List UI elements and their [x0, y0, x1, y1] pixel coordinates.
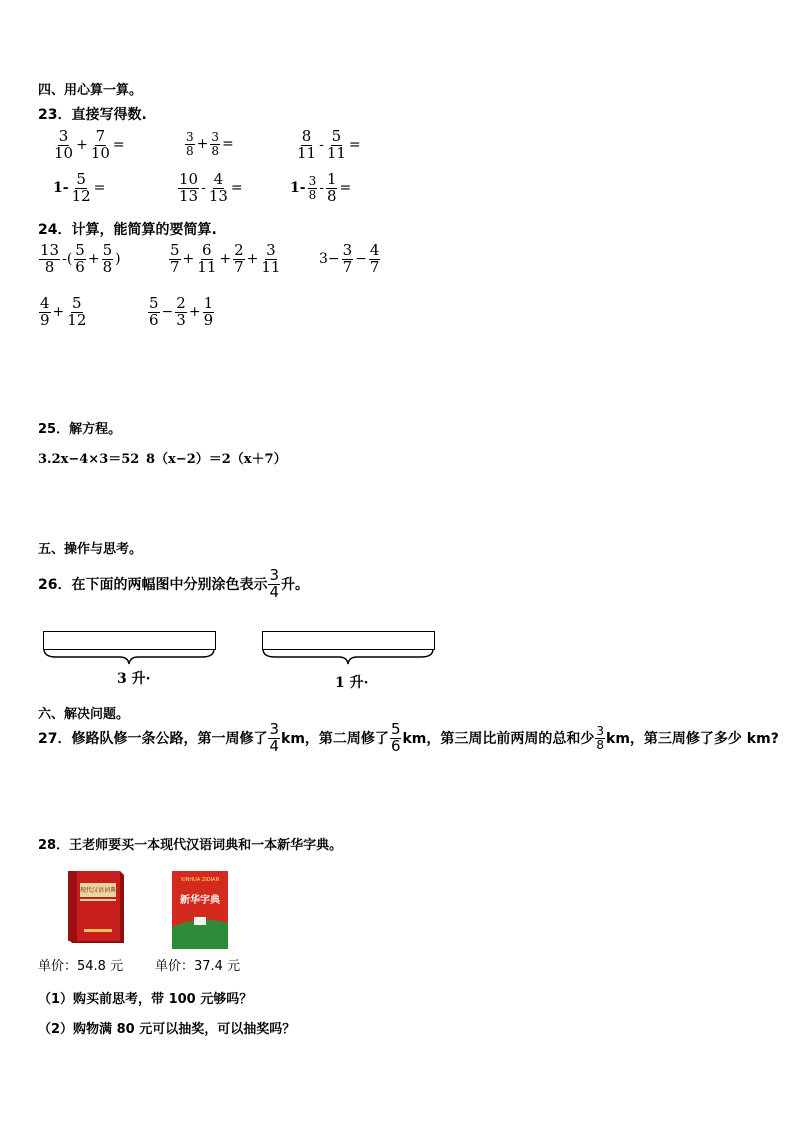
q24-label: 24．计算，能简算的要简算. — [38, 222, 217, 238]
fraction: $\frac{5}{12}$ — [67, 294, 87, 329]
q23-item-4: 1- $\frac{5}{12}$ = — [53, 170, 106, 205]
q24-expr-2: 5 7 + $\frac{6}{11}$ + $\frac{2}{7}$ + $\frac{3}{11}$ — [170, 241, 281, 276]
bar-3-liters-label: 3 升· — [117, 671, 151, 687]
fraction: $\frac{2}{7}$ — [234, 241, 244, 276]
fraction: $\frac{5}{8}$ — [102, 241, 113, 276]
book-2-price: 单价：37.4 元 — [155, 959, 241, 974]
fraction: $\frac{3}{11}$ — [261, 241, 281, 276]
q24-expr-3: 3− $\frac{3}{7}$ − $\frac{4}{7}$ — [319, 241, 380, 276]
fraction: $\frac{5}{11}$ — [326, 127, 346, 162]
bar-1-liter-label: 1 升· — [335, 675, 369, 691]
fraction: $\frac{1}{9}$ — [203, 294, 214, 329]
fraction: $\frac{3}{7}$ — [342, 241, 353, 276]
fraction: $\frac{2}{3}$ — [176, 294, 186, 329]
book-xinhua-zidian — [172, 871, 228, 949]
q25-equation-2: 8（x−2）＝2（x＋7） — [146, 452, 287, 467]
fraction: $\frac{7}{10}$ — [90, 127, 110, 162]
q25-equation-1: 3.2x−4×3＝52 — [38, 452, 140, 467]
fraction: $\frac{6}{11}$ — [197, 241, 217, 276]
book-2-cover-title: 新华字典 — [180, 895, 220, 906]
q23-item-3: 8 11 - $\frac{5}{11}$ = — [297, 127, 361, 162]
fraction: $\frac{4}{13}$ — [208, 170, 228, 205]
q28-sub-2: （2）购物满 80 元可以抽奖，可以抽奖吗？ — [38, 1022, 296, 1037]
fraction: 5 6 — [390, 720, 401, 755]
q28-label: 28．王老师要买一本现代汉语词典和一本新华字典。 — [38, 838, 343, 853]
brace-3-liters — [42, 648, 217, 666]
fraction: 3 8 — [596, 724, 605, 752]
fraction: 3 4 — [269, 566, 280, 601]
q23-item-5: 10 13 - $\frac{4}{13}$ = — [179, 170, 243, 205]
fraction: $\frac{5}{12}$ — [71, 170, 91, 205]
section-5-title: 五、操作与思考。 — [38, 542, 143, 557]
q27-text: 27．修路队修一条公路，第一周修了 3 4 km，第二周修了 5 6 km，第三周比前两周的总和少 3 8 km，第三周修了多少 km? — [38, 720, 779, 755]
fraction: 10 13 — [179, 170, 199, 205]
q23-label: 23．直接写得数. — [38, 107, 147, 123]
fraction: 3 8 — [186, 130, 194, 158]
book-2-pinyin: XINHUA ZIDIAN — [180, 877, 220, 883]
q23-item-6: 1- 3 8 - $\frac{1}{8}$ = — [290, 170, 352, 205]
q23-item-1: 3 10 + $\frac{7}{10}$ = — [54, 127, 125, 162]
fraction: 4 9 — [40, 294, 50, 329]
fraction: 13 8 — [40, 241, 60, 276]
q25-label: 25．解方程。 — [38, 422, 122, 437]
fraction: 5 6 — [149, 294, 159, 329]
q24-expr-4: 4 9 + $\frac{5}{12}$ — [40, 294, 87, 329]
section-4-title: 四、用心算一算。 — [38, 83, 143, 98]
fraction: 5 7 — [170, 241, 180, 276]
fraction: 5 6 — [75, 241, 85, 276]
fraction: $\frac{1}{8}$ — [326, 170, 337, 205]
fraction: 3 8 — [308, 174, 317, 202]
fraction: $\frac{4}{7}$ — [369, 241, 380, 276]
fraction: 8 11 — [297, 127, 317, 162]
q24-expr-1: 13 8 -( 5 6 + $\frac{5}{8}$ ) — [40, 241, 121, 276]
q24-expr-5: 5 6 − $\frac{2}{3}$ + $\frac{1}{9}$ — [149, 294, 214, 329]
book-xiandai-hanyu-cidian — [62, 869, 124, 945]
brace-1-liter — [261, 648, 436, 666]
q28-sub-1: （1）购买前思考，带 100 元够吗？ — [38, 992, 253, 1007]
book-1-illustration — [62, 869, 124, 945]
book-1-cover-title: 现代汉语词典 — [80, 887, 117, 894]
q26-prompt: 26．在下面的两幅图中分别涂色表示 3 4 升。 — [38, 566, 310, 601]
fraction: $\frac{3}{8}$ — [211, 130, 220, 158]
fraction: 3 10 — [54, 127, 74, 162]
section-6-title: 六、解决问题。 — [38, 707, 130, 722]
q23-item-2: 3 8 + $\frac{3}{8}$ = — [186, 130, 234, 158]
fraction: 3 4 — [269, 720, 280, 755]
book-1-price: 单价：54.8 元 — [38, 959, 124, 974]
